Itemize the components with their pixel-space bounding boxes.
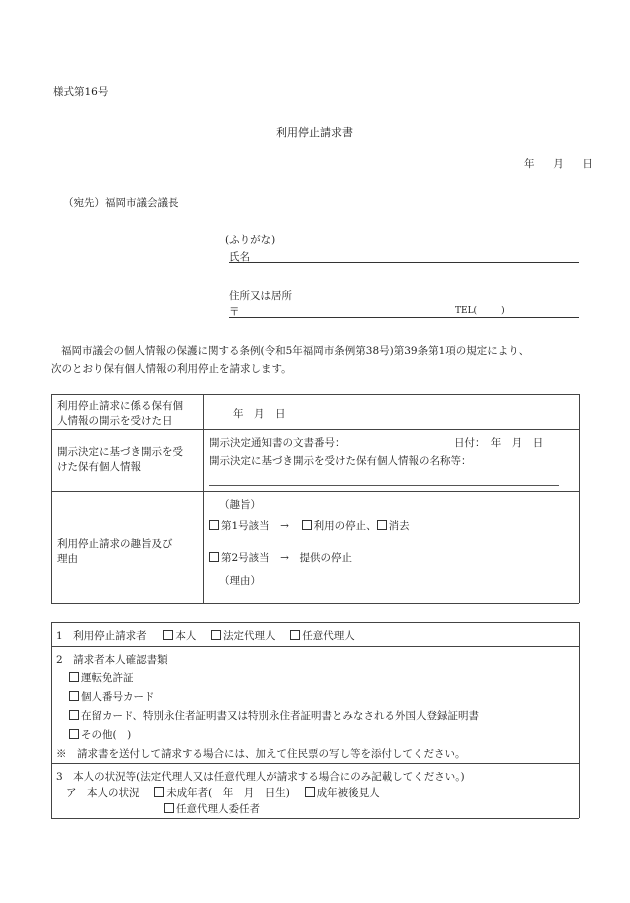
requester-self-option[interactable]: 本人: [163, 628, 196, 643]
id-docs-label: 2 請求者本人確認書類: [56, 654, 168, 666]
tel-close: ): [501, 306, 505, 316]
requester-type-row: 1 利用停止請求者 本人 法定代理人 任意代理人: [56, 630, 355, 642]
disclosed-info-name-line[interactable]: [209, 485, 559, 486]
notice-date-label[interactable]: 日付： 年 月 日: [454, 437, 544, 449]
id-doc-drivers-license[interactable]: 運転免許証: [69, 670, 134, 685]
reason-label[interactable]: （理由）: [219, 575, 261, 587]
disclosure-date-label: 利用停止請求に係る保有個 人情報の開示を受けた日: [57, 400, 183, 427]
disclosure-date-value[interactable]: 年 月 日: [233, 408, 286, 420]
purpose-option-1: 第1号該当 → 利用の停止、 消去: [209, 518, 410, 533]
disclosed-info-name-label[interactable]: 開示決定に基づき開示を受けた保有個人情報の名称等：: [209, 455, 472, 467]
intro-line-1: 福岡市議会の個人情報の保護に関する条例(令和5年福岡市条例第38号)第39条第1項の規定により、: [61, 345, 530, 357]
requester-legal-agent-option[interactable]: 法定代理人: [211, 628, 276, 643]
form-number: 様式第16号: [53, 86, 109, 98]
id-doc-my-number-card[interactable]: 個人番号カード: [69, 689, 155, 704]
tel-label: [455, 306, 505, 316]
id-doc-residence-card[interactable]: 在留カード、特別永住者証明書又は特別永住者証明書とみなされる外国人登録証明書: [69, 708, 479, 723]
principal-status-label: 3 本人の状況等(法定代理人又は任意代理人が請求する場合にのみ記載してください。): [56, 771, 465, 783]
addressee: （宛先）福岡市議会議長: [63, 197, 179, 209]
status-adult-ward-option[interactable]: 成年被後見人: [305, 785, 380, 800]
id-doc-other[interactable]: その他( ): [69, 727, 131, 742]
date-day-label: 日: [582, 158, 593, 170]
disclosed-info-label: 開示決定に基づき開示を受 けた保有個人情報: [57, 446, 183, 473]
purpose-reason-label: 利用停止請求の趣旨及び 理由: [57, 538, 173, 565]
notice-doc-number-label[interactable]: 開示決定通知書の文書番号：: [209, 437, 346, 449]
purpose-label: （趣旨）: [219, 499, 261, 511]
purpose-option-2-checkbox[interactable]: [209, 552, 219, 562]
principal-status-row: ア 本人の状況 未成年者( 年 月 日生) 成年被後見人: [66, 787, 380, 799]
address-label: 住所又は居所: [229, 290, 292, 302]
name-field-line[interactable]: [229, 262, 579, 263]
status-delegator-option[interactable]: 任意代理人委任者: [164, 801, 260, 816]
requester-voluntary-agent-option[interactable]: 任意代理人: [290, 628, 355, 643]
purpose-option-1-checkbox[interactable]: [209, 520, 219, 530]
intro-line-2: 次のとおり保有個人情報の利用停止を請求します。: [51, 363, 292, 375]
erase-checkbox[interactable]: [377, 520, 387, 530]
id-docs-note: ※ 請求書を送付して請求する場合には、加えて住民票の写し等を添付してください。: [56, 748, 466, 760]
furigana-label: (ふりがな): [225, 234, 276, 246]
page-title: 利用停止請求書: [276, 126, 353, 139]
purpose-option-2: 第2号該当 → 提供の停止: [209, 550, 352, 565]
date-month-label: 月: [553, 158, 564, 170]
name-label: 氏名: [229, 251, 250, 263]
address-field-line[interactable]: [229, 317, 579, 318]
date-fields: [524, 156, 593, 171]
stop-use-checkbox[interactable]: [302, 520, 312, 530]
postal-mark: 〒: [229, 306, 240, 318]
tel-open: TEL(: [455, 306, 478, 316]
status-minor-option[interactable]: 未成年者( 年 月 日生): [154, 785, 290, 800]
date-year-label: 年: [524, 158, 535, 170]
